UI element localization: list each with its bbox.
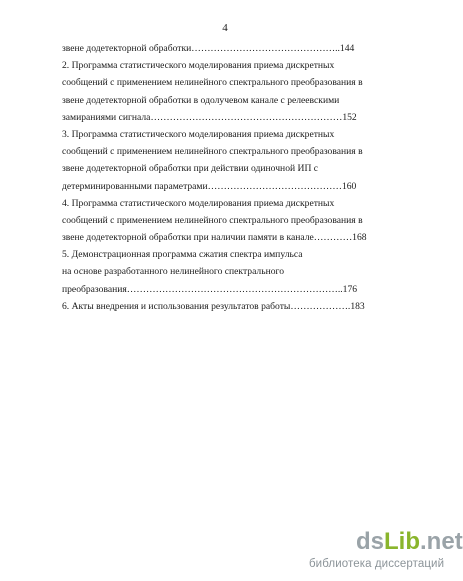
dslib-wordmark — [356, 528, 463, 556]
toc-line: звене додетекторной обработки в одолучевом канале с релеевскими — [62, 94, 340, 106]
toc-line: 3. Программа статистического моделирования приема дискретных — [62, 128, 335, 140]
toc-entry-5 — [62, 246, 404, 298]
toc-line: сообщений с применением нелинейного спектрального преобразования в — [62, 214, 363, 226]
page-number: 4 — [222, 22, 228, 34]
toc-entry-4 — [62, 195, 404, 247]
wordmark-net: .net — [420, 528, 463, 555]
toc-line: замираниями сигнала……………………………………………………152 — [62, 111, 357, 123]
toc-line: 2. Программа статистического моделирования приема дискретных — [62, 60, 335, 72]
toc-line: на основе разработанного нелинейного спектрального — [62, 266, 285, 278]
toc-line: сообщений с применением нелинейного спектрального преобразования в — [62, 77, 363, 89]
wordmark-lib: Lib — [384, 528, 421, 555]
toc-entry-2 — [62, 57, 404, 126]
toc-line: звене додетекторной обработки при наличии памяти в канале…………168 — [62, 232, 367, 244]
toc-line: 6. Акты внедрения и использования результатов работы……………….183 — [62, 300, 365, 312]
toc-line: 5. Демонстрационная программа сжатия спектра импульса — [62, 249, 303, 261]
toc-line: 4. Программа статистического моделирования приема дискретных — [62, 197, 335, 209]
dslib-watermark-logo[interactable] — [296, 528, 463, 576]
toc-line: звене додетекторной обработки………………………………………..144 — [62, 43, 355, 54]
toc-line: преобразования…………………………………………………………..176 — [62, 283, 358, 295]
toc-line: сообщений с применением нелинейного спектрального преобразования в — [62, 146, 363, 158]
toc-line: звене додетекторной обработки при действии одиночной ИП с — [62, 163, 319, 175]
watermark-tagline: библиотека диссертаций — [309, 558, 445, 570]
toc-line: детерминированными параметрами……………………………………160 — [62, 180, 357, 192]
toc-entry-6 — [62, 298, 404, 315]
wordmark-ds: ds — [356, 528, 385, 555]
table-of-contents — [62, 40, 404, 315]
toc-entry-3 — [62, 126, 404, 195]
toc-entry-continued — [62, 40, 404, 57]
